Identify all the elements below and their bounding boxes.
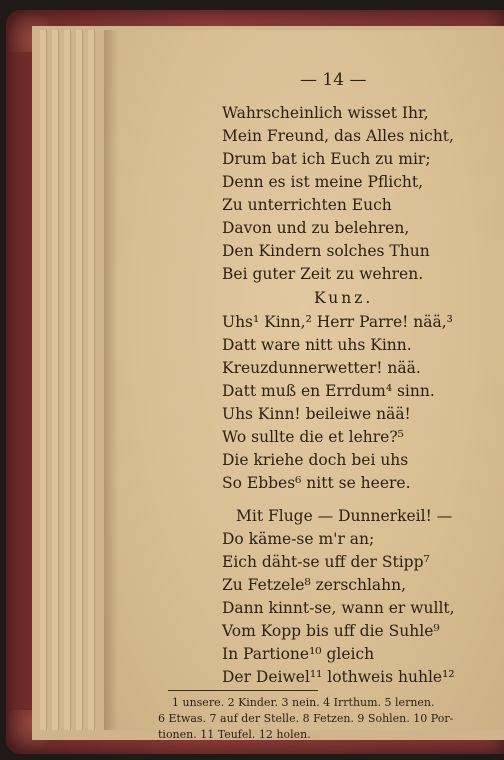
footnote-rule bbox=[168, 690, 318, 691]
poem-line: Die kriehe doch bei uhs bbox=[222, 451, 409, 469]
poem-line: Wo sullte die et lehre?⁵ bbox=[222, 428, 404, 446]
poem-line: Denn es ist meine Pflicht, bbox=[222, 173, 424, 191]
poem-line: Den Kindern solches Thun bbox=[222, 242, 430, 260]
poem-line: Vom Kopp bis uff die Suhle⁹ bbox=[222, 622, 440, 640]
poem-line: Dann kinnt-se, wann er wullt, bbox=[222, 599, 455, 617]
poem-line: Datt muß en Errdum⁴ sinn. bbox=[222, 382, 435, 400]
poem-line: Mit Fluge — Dunnerkeil! — bbox=[236, 507, 453, 525]
poem-line: Eich däht-se uff der Stipp⁷ bbox=[222, 553, 430, 571]
poem-line: Do käme-se m'r an; bbox=[222, 530, 375, 548]
poem-line: Zu unterrichten Euch bbox=[222, 196, 392, 214]
poem-line: Der Deiwel¹¹ lothweis huhle¹² bbox=[222, 668, 455, 686]
footnote-line: 1 unsere. 2 Kinder. 3 nein. 4 Irrthum. 5 lernen. bbox=[172, 696, 435, 709]
poem-line: Zu Fetzele⁸ zerschlahn, bbox=[222, 576, 407, 594]
poem-line: Datt ware nitt uhs Kinn. bbox=[222, 336, 412, 354]
footnote-line: tionen. 11 Teufel. 12 holen. bbox=[158, 728, 311, 741]
poem-line: Bei guter Zeit zu wehren. bbox=[222, 265, 424, 283]
footnote-line: 6 Etwas. 7 auf der Stelle. 8 Fetzen. 9 Sohlen. 10 Por- bbox=[158, 712, 454, 725]
page-number: — 14 — bbox=[300, 70, 367, 90]
speaker-heading: Kunz. bbox=[314, 289, 374, 307]
poem-line: In Partione¹⁰ gleich bbox=[222, 645, 375, 663]
poem-line: Drum bat ich Euch zu mir; bbox=[222, 150, 431, 168]
page-edge bbox=[40, 30, 47, 730]
poem-line: Uhs¹ Kinn,² Herr Parre! nää,³ bbox=[222, 313, 453, 331]
page-gutter-shadow bbox=[104, 30, 118, 730]
poem-line: So Ebbes⁶ nitt se heere. bbox=[222, 474, 411, 492]
poem-line: Kreuzdunnerwetter! nää. bbox=[222, 359, 421, 377]
poem-line: Uhs Kinn! beileiwe nää! bbox=[222, 405, 411, 423]
poem-line: Wahrscheinlich wisset Ihr, bbox=[222, 104, 429, 122]
poem-line: Mein Freund, das Alles nicht, bbox=[222, 127, 454, 145]
poem-line: Davon und zu belehren, bbox=[222, 219, 410, 237]
page-edge bbox=[52, 30, 59, 730]
page-edge bbox=[88, 30, 95, 730]
page-edge bbox=[64, 30, 71, 730]
page-edge bbox=[76, 30, 83, 730]
